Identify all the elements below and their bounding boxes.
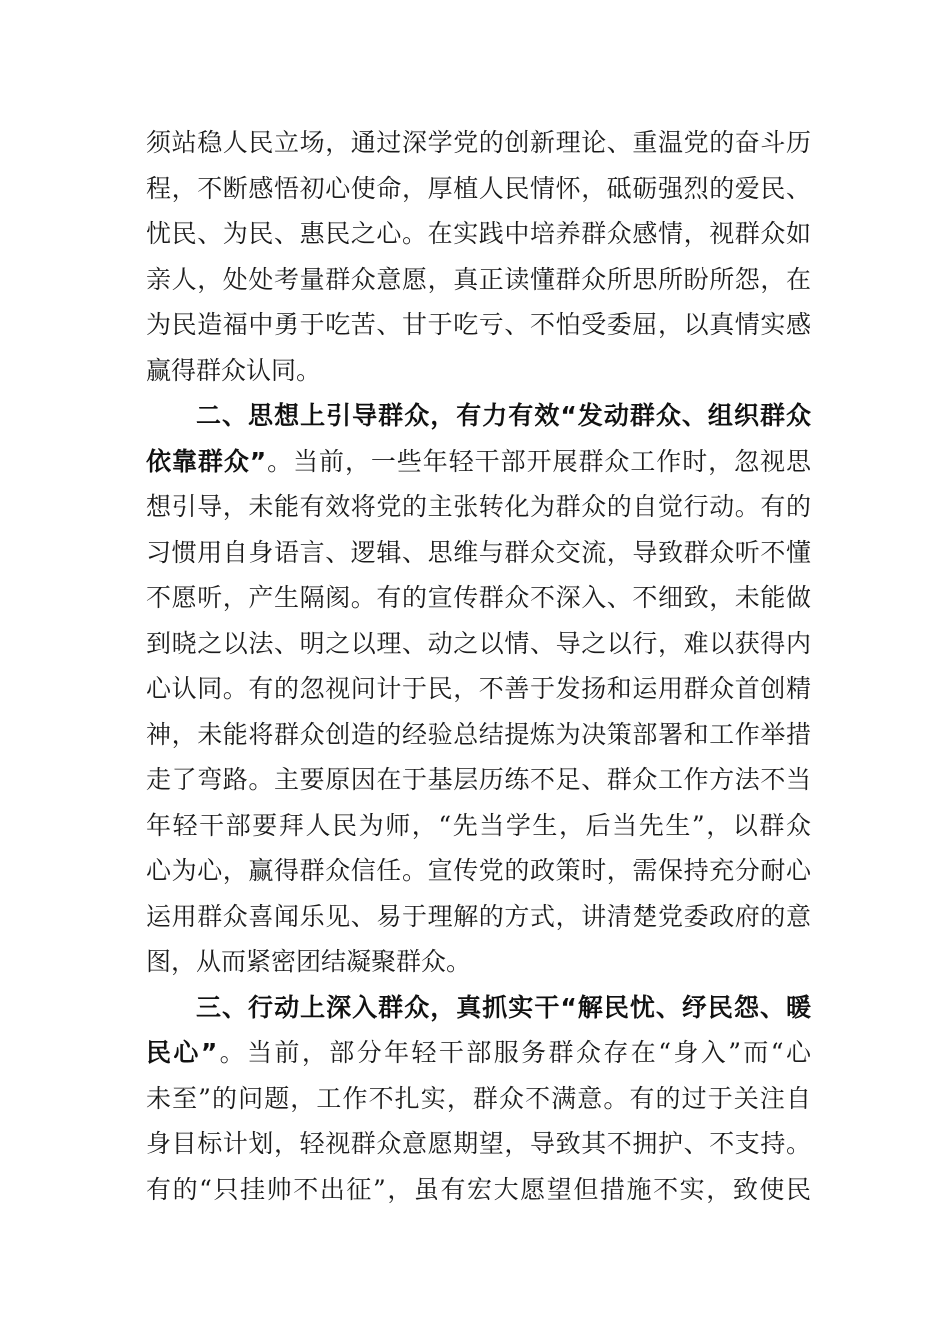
section-heading-2-end: 依靠群众” [146, 446, 267, 476]
line-text: 。当前，一些年轻干部开展群众工作时，忽视思 [266, 446, 811, 476]
text-line [146, 257, 811, 303]
section-heading-3-end: 民心” [146, 1038, 218, 1067]
text-line [146, 894, 811, 940]
text-line [146, 803, 811, 849]
text-line [146, 439, 811, 485]
line-text: 身目标计划，轻视群众意愿期望，导致其不拥护、不支持。 [146, 1129, 811, 1158]
line-text: 年轻干部要拜人民为师，“先当学生，后当先生”，以群众 [146, 810, 811, 840]
text-line [146, 166, 811, 212]
line-text: 程，不断感悟初心使命，厚植人民情怀，砥砺强烈的爱民、 [146, 173, 811, 203]
section-heading-line [146, 393, 811, 439]
line-text: 走了弯路。主要原因在于基层历练不足、群众工作方法不当 [146, 765, 811, 794]
section-heading-3: 三、行动上深入群众，真抓实干“解民忧、纾民怨、暖 [196, 992, 811, 1022]
text-line [146, 575, 811, 621]
line-text: 运用群众喜闻乐见、易于理解的方式，讲清楚党委政府的意 [146, 901, 811, 931]
text-line [146, 939, 811, 985]
text-line [146, 848, 811, 894]
text-line [146, 712, 811, 758]
text-line [146, 1167, 811, 1213]
line-text: 心为心，赢得群众信任。宣传党的政策时，需保持充分耐心 [146, 856, 811, 885]
text-line [146, 666, 811, 712]
line-text: 神，未能将群众创造的经验总结提炼为决策部署和工作举措 [146, 719, 811, 749]
section-heading-2: 二、思想上引导群众，有力有效“发动群众、组织群众 [196, 401, 811, 430]
text-line [146, 757, 811, 803]
text-line [146, 211, 811, 257]
body-text [146, 120, 811, 1212]
line-text: 亲人，处处考量群众意愿，真正读懂群众所思所盼所怨，在 [146, 264, 811, 294]
text-line [146, 120, 811, 166]
line-text: 未至”的问题，工作不扎实，群众不满意。有的过于关注自 [146, 1083, 811, 1113]
line-text: 。当前，部分年轻干部服务群众存在“身入”而“心 [217, 1038, 811, 1067]
line-text: 习惯用自身语言、逻辑、思维与群众交流，导致群众听不懂 [146, 537, 811, 567]
line-text: 忧民、为民、惠民之心。在实践中培养群众感情，视群众如 [146, 219, 811, 248]
text-line [146, 1076, 811, 1122]
line-text: 到晓之以法、明之以理、动之以情、导之以行，难以获得内 [146, 628, 811, 658]
line-text: 为民造福中勇于吃苦、甘于吃亏、不怕受委屈，以真情实感 [146, 310, 811, 339]
line-text: 不愿听，产生隔阂。有的宣传群众不深入、不细致，未能做 [146, 583, 811, 612]
line-text: 心认同。有的忽视问计于民，不善于发扬和运用群众首创精 [146, 674, 811, 703]
text-line [146, 484, 811, 530]
line-text: 想引导，未能有效将党的主张转化为群众的自觉行动。有的 [146, 492, 811, 521]
line-text: 图，从而紧密团结凝聚群众。 [146, 947, 472, 976]
text-line [146, 530, 811, 576]
line-text: 赢得群众认同。 [146, 355, 322, 385]
line-text: 须站稳人民立场，通过深学党的创新理论、重温党的奋斗历 [146, 128, 811, 157]
text-line [146, 1121, 811, 1167]
text-line [146, 348, 811, 394]
text-line [146, 302, 811, 348]
text-line [146, 621, 811, 667]
text-line [146, 1030, 811, 1076]
line-text: 有的“只挂帅不出征”，虽有宏大愿望但措施不实，致使民 [146, 1174, 811, 1204]
section-heading-line [146, 985, 811, 1031]
